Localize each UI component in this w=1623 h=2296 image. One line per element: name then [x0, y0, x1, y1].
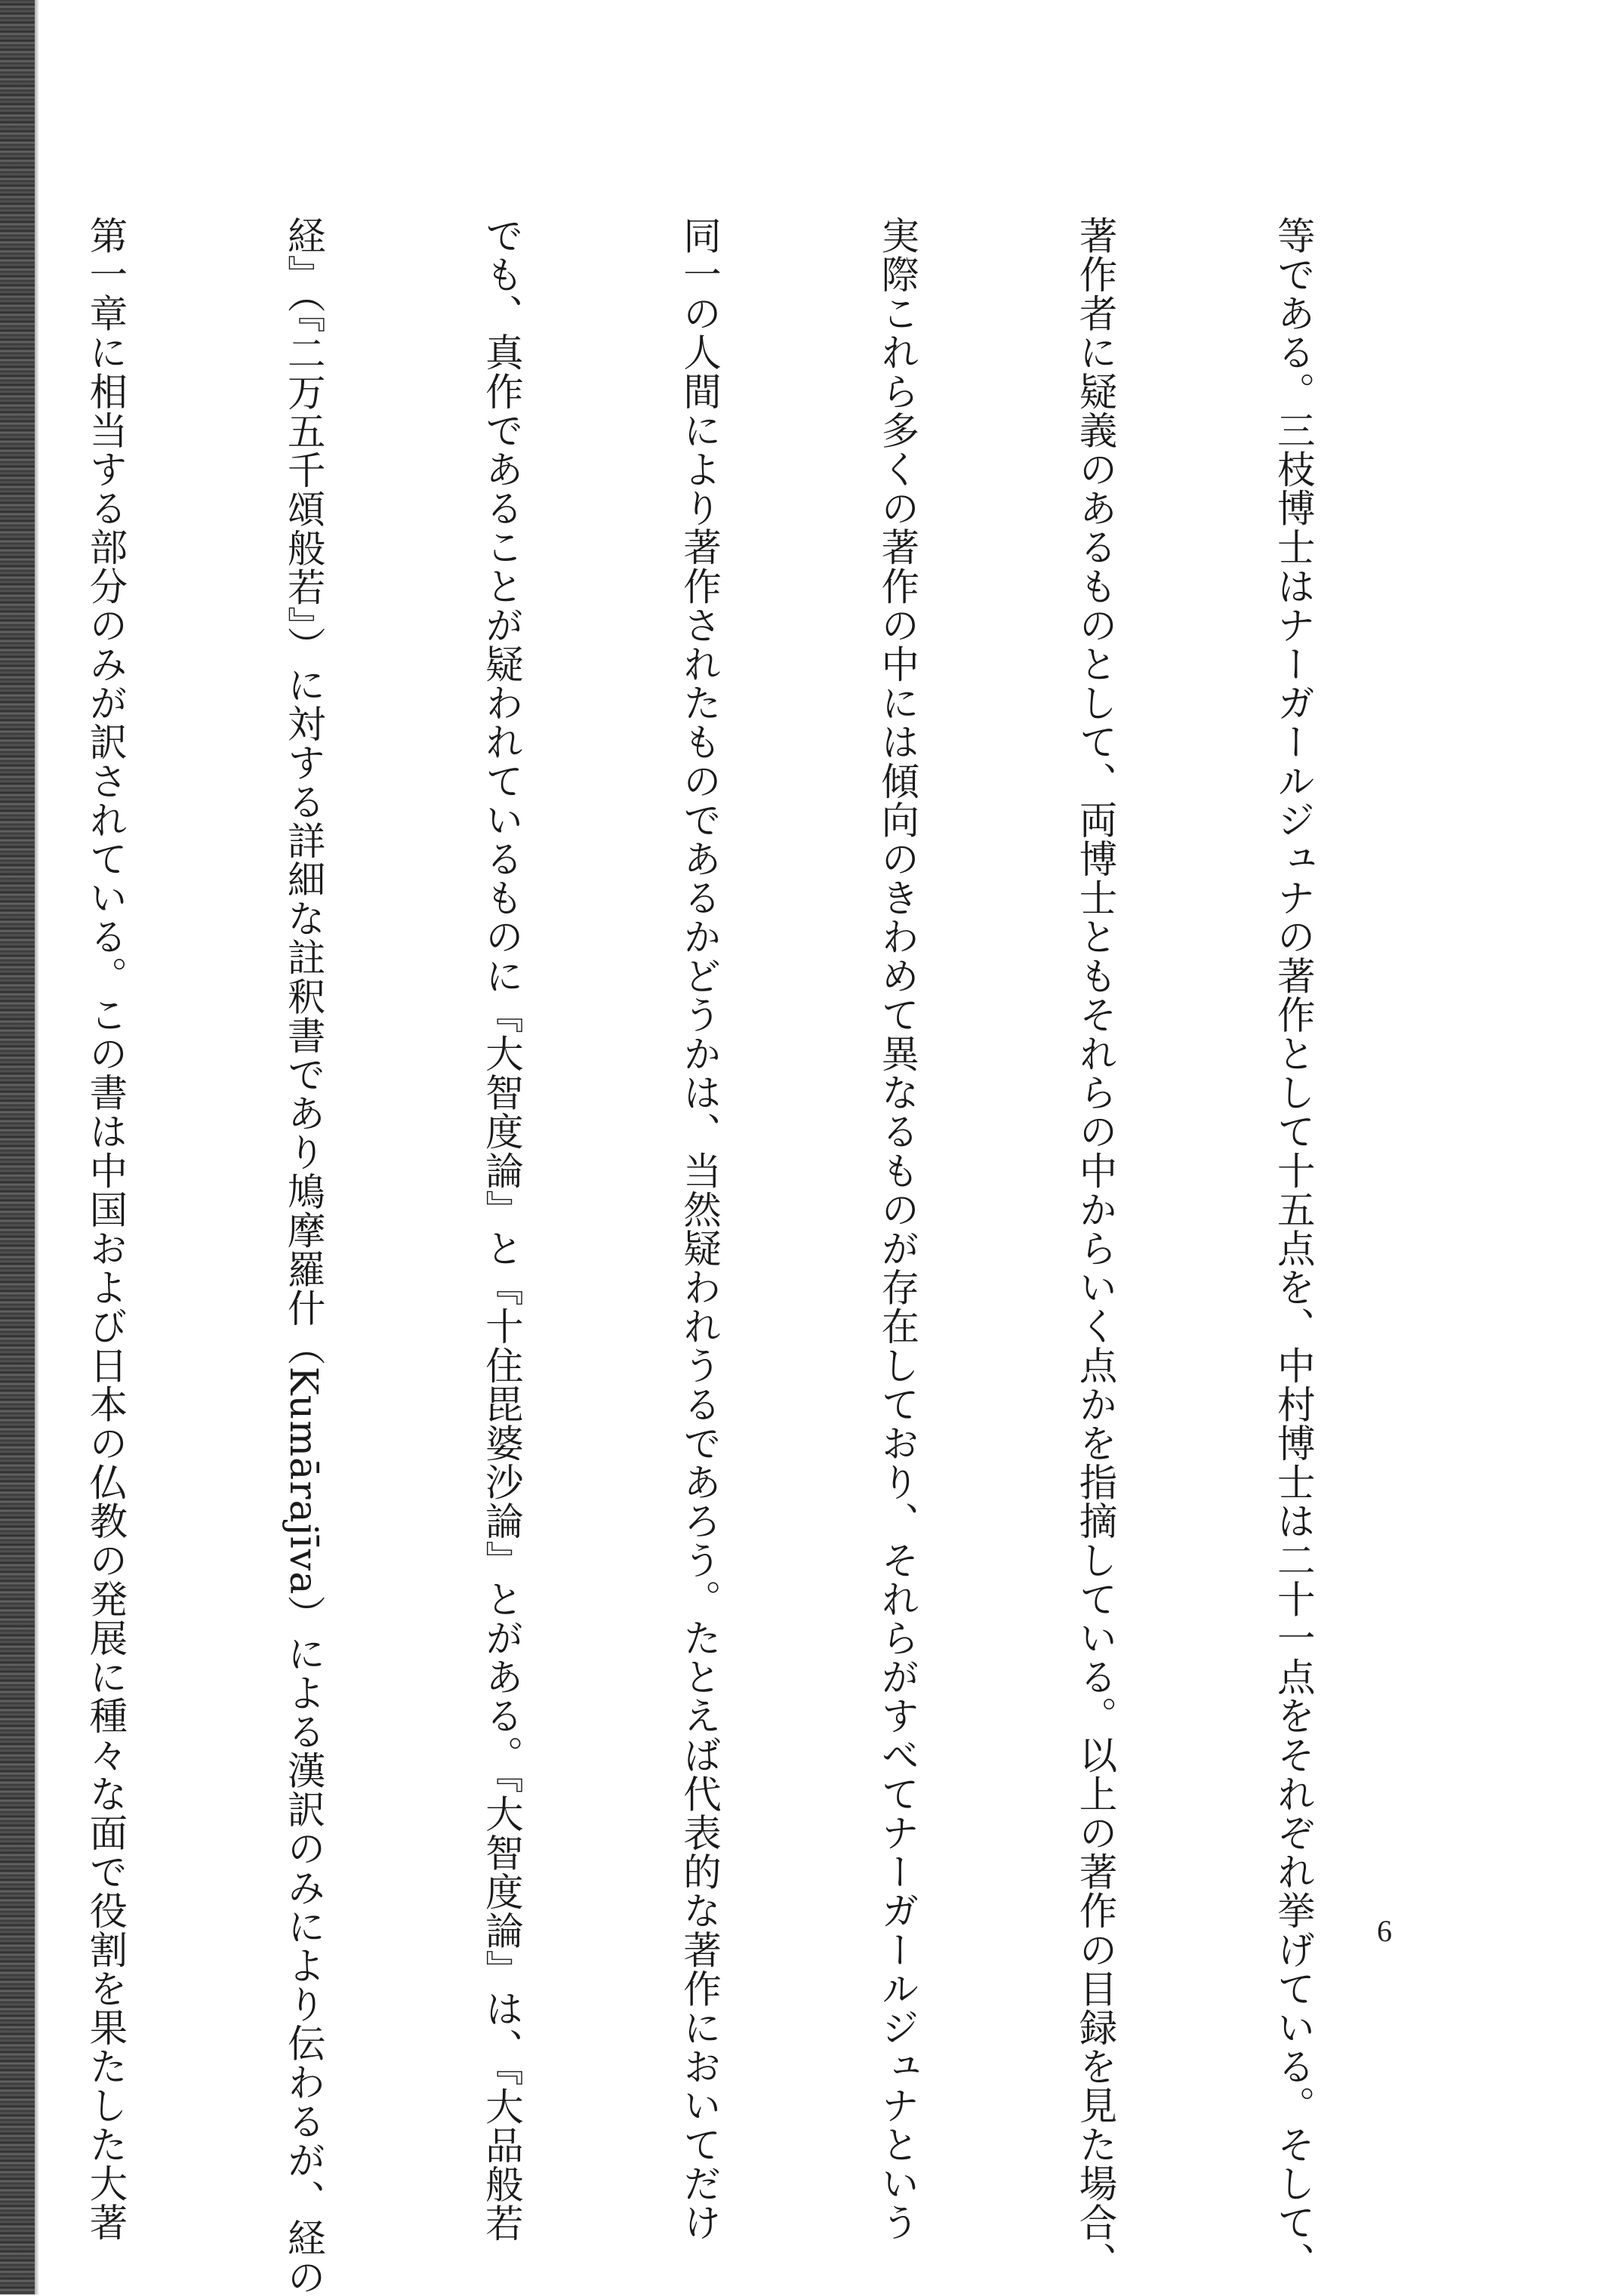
text-column: 経』（『二万五千頌般若』）に対する詳細な註釈書であり鳩摩羅什（Kumārajīva）による漢訳のみにより伝わるが、経の — [282, 216, 327, 2296]
vertical-body-text — [83, 216, 1458, 2296]
page-number: 6 — [1377, 1914, 1392, 1948]
text-column: 同一の人間により著作されたものであるかどうかは、当然疑われうるであろう。たとえば代表的な著作においてだけ — [677, 216, 722, 2242]
text-column: 実際これら多くの著作の中には傾向のきわめて異なるものが存在しており、それらがすべてナーガールジュナという — [875, 216, 920, 2242]
text-column: でも、真作であることが疑われているものに『大智度論』と『十住毘婆沙論』とがある。『大智度論』は、『大品般若 — [479, 216, 525, 2243]
text-column: 著作者に疑義のあるものとして、両博士ともそれらの中からいく点かを指摘している。以上の著作の目録を見た場合、 — [1073, 216, 1118, 2281]
text-column: 第一章に相当する部分のみが訳されている。この書は中国および日本の仏教の発展に種々な面で役割を果たした大著 — [83, 216, 128, 2242]
text-column: 等である。三枝博士はナーガールジュナの著作として十五点を、中村博士は二十一点をそれぞれ挙げている。そして、 — [1271, 216, 1317, 2281]
